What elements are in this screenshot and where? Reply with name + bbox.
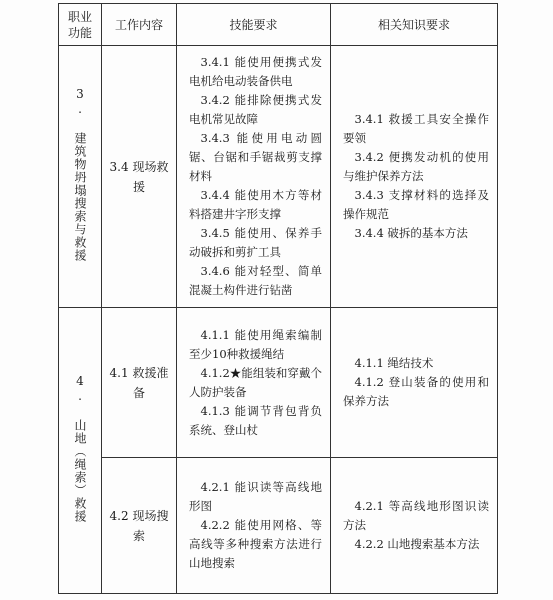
knowledge-cell (331, 308, 498, 458)
content-cell (102, 458, 177, 594)
list-item: 3.4.3 支撑材料的选择及操作规范 (343, 188, 489, 221)
function-label: 4. 山地（绳索）救援 (73, 374, 87, 523)
knowledge-list (331, 110, 497, 243)
list-item: 3.4.6 能对轻型、简单混凝土构件进行钻凿 (189, 264, 322, 297)
skills-list (177, 478, 330, 573)
skills-cell (177, 46, 331, 308)
header-function (59, 4, 102, 46)
function-cell (59, 46, 102, 308)
table-row (59, 308, 498, 458)
content-cell (102, 46, 177, 308)
list-item: 4.1.3 能调节背包背负系统、登山杖 (189, 403, 322, 437)
list-item: 3.4.4 能使用木方等材料搭建井字形支撑 (189, 188, 322, 221)
header-skills-label: 技能要求 (229, 17, 278, 32)
header-knowledge-label: 相关知识要求 (377, 17, 450, 32)
list-item: 4.2.2 山地搜索基本方法 (354, 537, 480, 551)
header-knowledge (331, 4, 498, 46)
table-header-row (59, 4, 498, 46)
header-skills (177, 4, 331, 46)
table-row (59, 458, 498, 594)
list-item: 3.4.3 能使用电动圆锯、台锯和手锯裁剪支撑材料 (189, 131, 322, 183)
content-label: 4.1 救援准备 (109, 365, 169, 400)
list-item: 4.1.2★能组装和穿戴个人防护装备 (189, 365, 322, 399)
table-row (59, 46, 498, 308)
header-content-label: 工作内容 (114, 17, 163, 32)
list-item: 4.2.1 等高线地形图识读方法 (343, 499, 489, 532)
list-item: 4.2.1 能识读等高线地形图 (189, 480, 322, 513)
list-item: 3.4.2 便携发动机的使用与维护保养方法 (343, 150, 489, 183)
knowledge-list (331, 497, 497, 554)
skills-list (177, 53, 330, 300)
function-cell (59, 308, 102, 594)
list-item: 4.1.2 登山装备的使用和保养方法 (343, 375, 489, 408)
list-item: 3.4.4 破拆的基本方法 (354, 226, 468, 240)
knowledge-cell (331, 458, 498, 594)
content-label: 3.4 现场救援 (109, 159, 169, 194)
content-label: 4.2 现场搜索 (109, 508, 169, 543)
function-label: 3. 建筑物坍塌搜索与救援 (73, 87, 87, 262)
list-item: 4.2.2 能使用网格、等高线等多种搜索方法进行山地搜索 (189, 518, 322, 570)
skills-cell (177, 458, 331, 594)
skills-cell (177, 308, 331, 458)
content-cell (102, 308, 177, 458)
knowledge-list (331, 354, 497, 411)
knowledge-cell (331, 46, 498, 308)
header-content (102, 4, 177, 46)
skills-list (177, 326, 330, 440)
list-item: 3.4.1 救援工具安全操作要领 (343, 112, 489, 145)
list-item: 3.4.5 能使用、保养手动破拆和剪扩工具 (189, 226, 322, 259)
skills-standard-table (58, 3, 498, 594)
header-function-label: 职业功能 (67, 9, 92, 40)
list-item: 3.4.2 能排除便携式发电机常见故障 (189, 93, 322, 126)
list-item: 4.1.1 能使用绳索编制至少10种救援绳结 (189, 327, 322, 361)
list-item: 4.1.1 绳结技术 (354, 356, 434, 370)
list-item: 3.4.1 能使用便携式发电机给电动装备供电 (189, 55, 322, 88)
